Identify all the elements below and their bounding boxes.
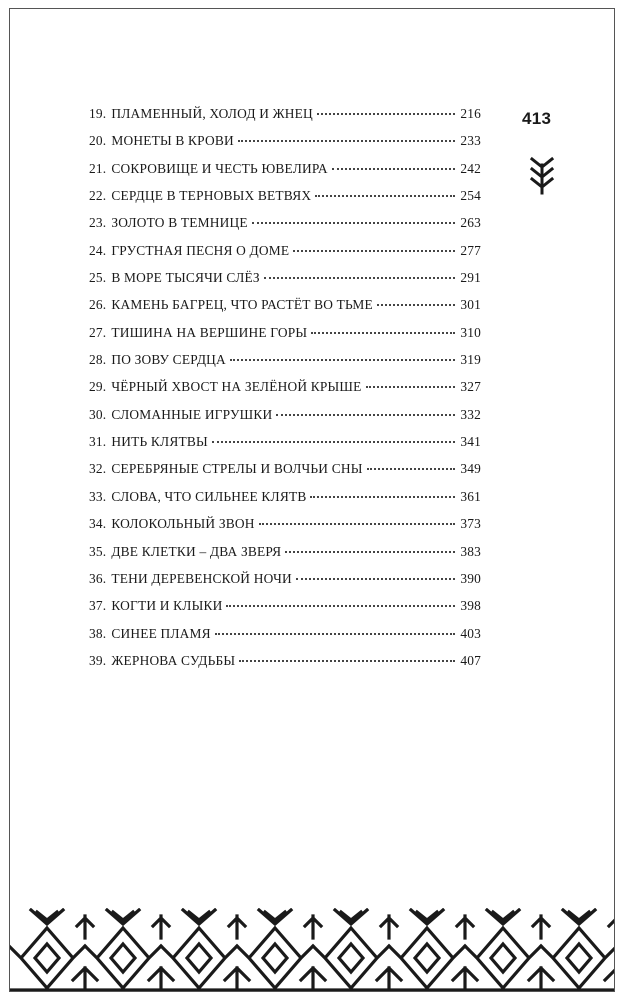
dot-leader	[285, 550, 455, 553]
toc-entry	[89, 516, 481, 543]
chapter-title: СЕРДЦЕ В ТЕРНОВЫХ ВЕТВЯХ	[111, 188, 312, 204]
toc-entry	[89, 461, 481, 488]
dot-leader	[230, 358, 455, 361]
page-frame	[9, 8, 615, 992]
chapter-title: ДВЕ КЛЕТКИ – ДВА ЗВЕРЯ	[111, 543, 282, 559]
toc-entry	[89, 188, 481, 215]
toc-entry	[89, 325, 481, 352]
chapter-number: 20.	[89, 133, 107, 149]
chapter-page: 383	[460, 543, 481, 559]
chapter-title: КОЛОКОЛЬНЫЙ ЗВОН	[111, 516, 255, 532]
chapter-title: СОКРОВИЩЕ И ЧЕСТЬ ЮВЕЛИРА	[111, 160, 328, 176]
chapter-title: СЛОВА, ЧТО СИЛЬНЕЕ КЛЯТВ	[111, 488, 307, 504]
toc-entry	[89, 379, 481, 406]
dot-leader	[215, 632, 455, 635]
toc-entry	[89, 243, 481, 270]
chapter-page: 254	[460, 188, 481, 204]
chapter-number: 39.	[89, 652, 107, 668]
dot-leader	[264, 276, 455, 279]
chapter-number: 25.	[89, 270, 107, 286]
dot-leader	[310, 495, 455, 498]
table-of-contents	[89, 106, 481, 680]
chapter-number: 28.	[89, 352, 107, 368]
toc-entry	[89, 106, 481, 133]
dot-leader	[226, 604, 455, 607]
chapter-number: 24.	[89, 242, 107, 258]
toc-entry	[89, 626, 481, 653]
page-number: 413	[522, 109, 552, 128]
chapter-title: ПЛАМЕННЫЙ, ХОЛОД И ЖНЕЦ	[111, 106, 313, 121]
chapter-page: 403	[460, 625, 481, 641]
dot-leader	[259, 522, 455, 525]
chapter-title: МОНЕТЫ В КРОВИ	[111, 133, 234, 149]
chapter-page: 216	[460, 106, 481, 121]
chapter-page: 390	[460, 570, 481, 586]
chapter-page: 341	[460, 434, 481, 450]
chapter-title: ЧЁРНЫЙ ХВОСТ НА ЗЕЛЁНОЙ КРЫШЕ	[111, 379, 362, 395]
chapter-title: КОГТИ И КЛЫКИ	[111, 598, 223, 614]
chapter-title: СЕРЕБРЯНЫЕ СТРЕЛЫ И ВОЛЧЬИ СНЫ	[111, 461, 363, 477]
chapter-number: 19.	[89, 106, 107, 121]
chapter-title: ТЕНИ ДЕРЕВЕНСКОЙ НОЧИ	[111, 570, 292, 586]
chapter-title: ГРУСТНАЯ ПЕСНЯ О ДОМЕ	[111, 242, 290, 258]
chapter-title: ЖЕРНОВА СУДЬБЫ	[111, 652, 236, 668]
chapter-page: 398	[460, 598, 481, 614]
dot-leader	[239, 659, 455, 662]
toc-entry	[89, 653, 481, 680]
chapter-page: 233	[460, 133, 481, 149]
toc-entry	[89, 407, 481, 434]
toc-entry	[89, 489, 481, 516]
chapter-page: 263	[460, 215, 481, 231]
chapter-number: 21.	[89, 160, 107, 176]
chapter-title: ЗОЛОТО В ТЕМНИЦЕ	[111, 215, 248, 231]
dot-leader	[377, 303, 455, 306]
chevron-tree-ornament-icon	[527, 155, 557, 195]
chapter-number: 31.	[89, 434, 107, 450]
chapter-title: СЛОМАННЫЕ ИГРУШКИ	[111, 406, 273, 422]
chapter-number: 35.	[89, 543, 107, 559]
dot-leader	[332, 167, 455, 170]
dot-leader	[252, 221, 455, 224]
chapter-number: 30.	[89, 406, 107, 422]
chapter-number: 38.	[89, 625, 107, 641]
chapter-title: ПО ЗОВУ СЕРДЦА	[111, 352, 226, 368]
chapter-page: 349	[460, 461, 481, 477]
chapter-page: 327	[460, 379, 481, 395]
chapter-number: 33.	[89, 488, 107, 504]
chapter-page: 310	[460, 324, 481, 340]
chapter-page: 373	[460, 516, 481, 532]
toc-entry	[89, 133, 481, 160]
toc-entry	[89, 571, 481, 598]
dot-leader	[212, 440, 455, 443]
chapter-number: 26.	[89, 297, 107, 313]
chapter-title: СИНЕЕ ПЛАМЯ	[111, 625, 211, 641]
toc-entry	[89, 270, 481, 297]
folk-border-ornament	[9, 908, 615, 992]
chapter-number: 23.	[89, 215, 107, 231]
chapter-title: В МОРЕ ТЫСЯЧИ СЛЁЗ	[111, 270, 260, 286]
chapter-title: НИТЬ КЛЯТВЫ	[111, 434, 208, 450]
toc-entry	[89, 161, 481, 188]
dot-leader	[311, 331, 455, 334]
chapter-page: 277	[460, 242, 481, 258]
dot-leader	[276, 413, 455, 416]
toc-entry	[89, 544, 481, 571]
dot-leader	[366, 385, 456, 388]
dot-leader	[367, 467, 455, 470]
chapter-page: 291	[460, 270, 481, 286]
chapter-number: 29.	[89, 379, 107, 395]
dot-leader	[315, 194, 455, 197]
chapter-number: 27.	[89, 324, 107, 340]
toc-entry	[89, 352, 481, 379]
toc-entry	[89, 598, 481, 625]
toc-entry	[89, 215, 481, 242]
dot-leader	[317, 112, 455, 115]
chapter-number: 36.	[89, 570, 107, 586]
dot-leader	[296, 577, 455, 580]
chapter-number: 34.	[89, 516, 107, 532]
toc-entry	[89, 434, 481, 461]
dot-leader	[238, 139, 455, 142]
chapter-title: ТИШИНА НА ВЕРШИНЕ ГОРЫ	[111, 324, 308, 340]
dot-leader	[293, 249, 455, 252]
chapter-number: 37.	[89, 598, 107, 614]
chapter-number: 32.	[89, 461, 107, 477]
chapter-page: 242	[460, 160, 481, 176]
chapter-page: 361	[460, 488, 481, 504]
toc-entry	[89, 297, 481, 324]
chapter-title: КАМЕНЬ БАГРЕЦ, ЧТО РАСТЁТ ВО ТЬМЕ	[111, 297, 373, 313]
chapter-page: 407	[460, 652, 481, 668]
chapter-page: 319	[460, 352, 481, 368]
chapter-page: 301	[460, 297, 481, 313]
chapter-number: 22.	[89, 188, 107, 204]
chapter-page: 332	[460, 406, 481, 422]
